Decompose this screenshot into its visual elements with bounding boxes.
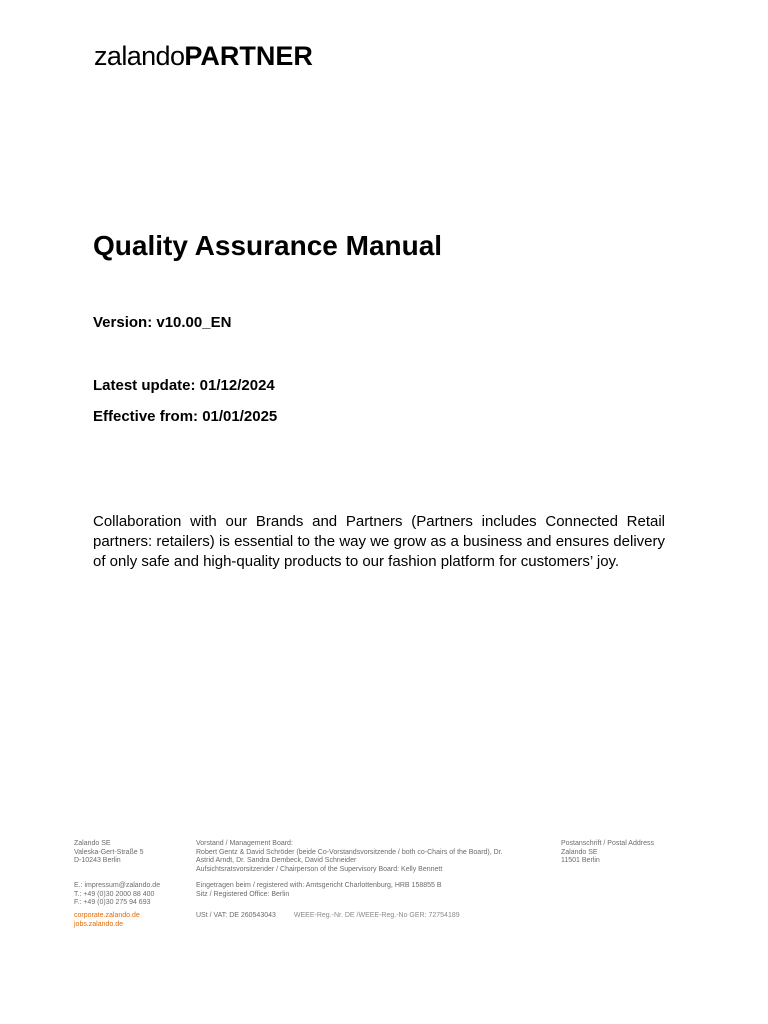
footer-registered-office: Sitz / Registered Office: Berlin — [196, 890, 290, 898]
footer-postal-heading: Postanschrift / Postal Address — [561, 840, 654, 847]
effective-from-label: Effective from: 01/01/2025 — [93, 408, 278, 425]
footer-link-corporate[interactable]: corporate.zalando.de — [74, 912, 140, 919]
footer-vat: USt / VAT: DE 260543043 — [196, 912, 276, 919]
footer-weee: WEEE-Reg.-Nr. DE /WEEE-Reg.-No GER: 72754189 — [293, 912, 460, 919]
footer-email[interactable]: E.: impressum@zalando.de — [74, 882, 161, 889]
footer-registration-court: Eingetragen beim / registered with: Amtsgericht Charlottenburg, HRB 158855 B — [196, 882, 442, 889]
footer-board-line: Astrid Arndt, Dr. Sandra Dembeck, David Schneider — [196, 857, 357, 865]
footer-fax: F.: +49 (0)30 275 94 693 — [74, 899, 151, 907]
footer-postal-city: 11501 Berlin — [561, 857, 600, 865]
latest-update-label: Latest update: 01/12/2024 — [93, 377, 275, 394]
version-label: Version: v10.00_EN — [93, 314, 232, 331]
footer-vat-row — [196, 912, 460, 921]
footer-board — [196, 840, 503, 874]
footer-registration — [196, 882, 442, 899]
footer-board-heading: Vorstand / Management Board: — [196, 840, 293, 847]
brand-logo — [94, 40, 313, 72]
footer-contact — [74, 882, 160, 908]
logo-text-zalando: zalando — [94, 41, 185, 71]
footer-company-street: Valeska-Gert-Straße 5 — [74, 848, 144, 856]
footer-links — [74, 912, 140, 929]
footer-company-city: D-10243 Berlin — [74, 857, 121, 865]
footer-board-line: Robert Gentz & David Schröder (beide Co-Vorstandsvorsitzende / both co-Chairs of the Board), Dr. — [196, 848, 503, 856]
footer-company-address — [74, 840, 144, 866]
logo-text-partner: PARTNER — [184, 41, 313, 71]
footer-link-jobs[interactable]: jobs.zalando.de — [74, 920, 124, 928]
document-title: Quality Assurance Manual — [93, 230, 443, 261]
footer-board-line: Aufsichtsratsvorsitzender / Chairperson of the Supervisory Board: Kelly Bennett — [196, 865, 443, 873]
intro-paragraph: Collaboration with our Brands and Partners (Partners includes Connected Retail partners: retailers) is essential to the way we grow as a business and ensures delivery of only safe and high-quality products to our fashion platform for customers’ joy. — [93, 513, 665, 570]
footer-company-name: Zalando SE — [74, 840, 111, 847]
footer-postal-company: Zalando SE — [561, 848, 598, 856]
footer-postal-address — [561, 840, 654, 866]
footer-phone: T.: +49 (0)30 2000 88 400 — [74, 890, 155, 898]
